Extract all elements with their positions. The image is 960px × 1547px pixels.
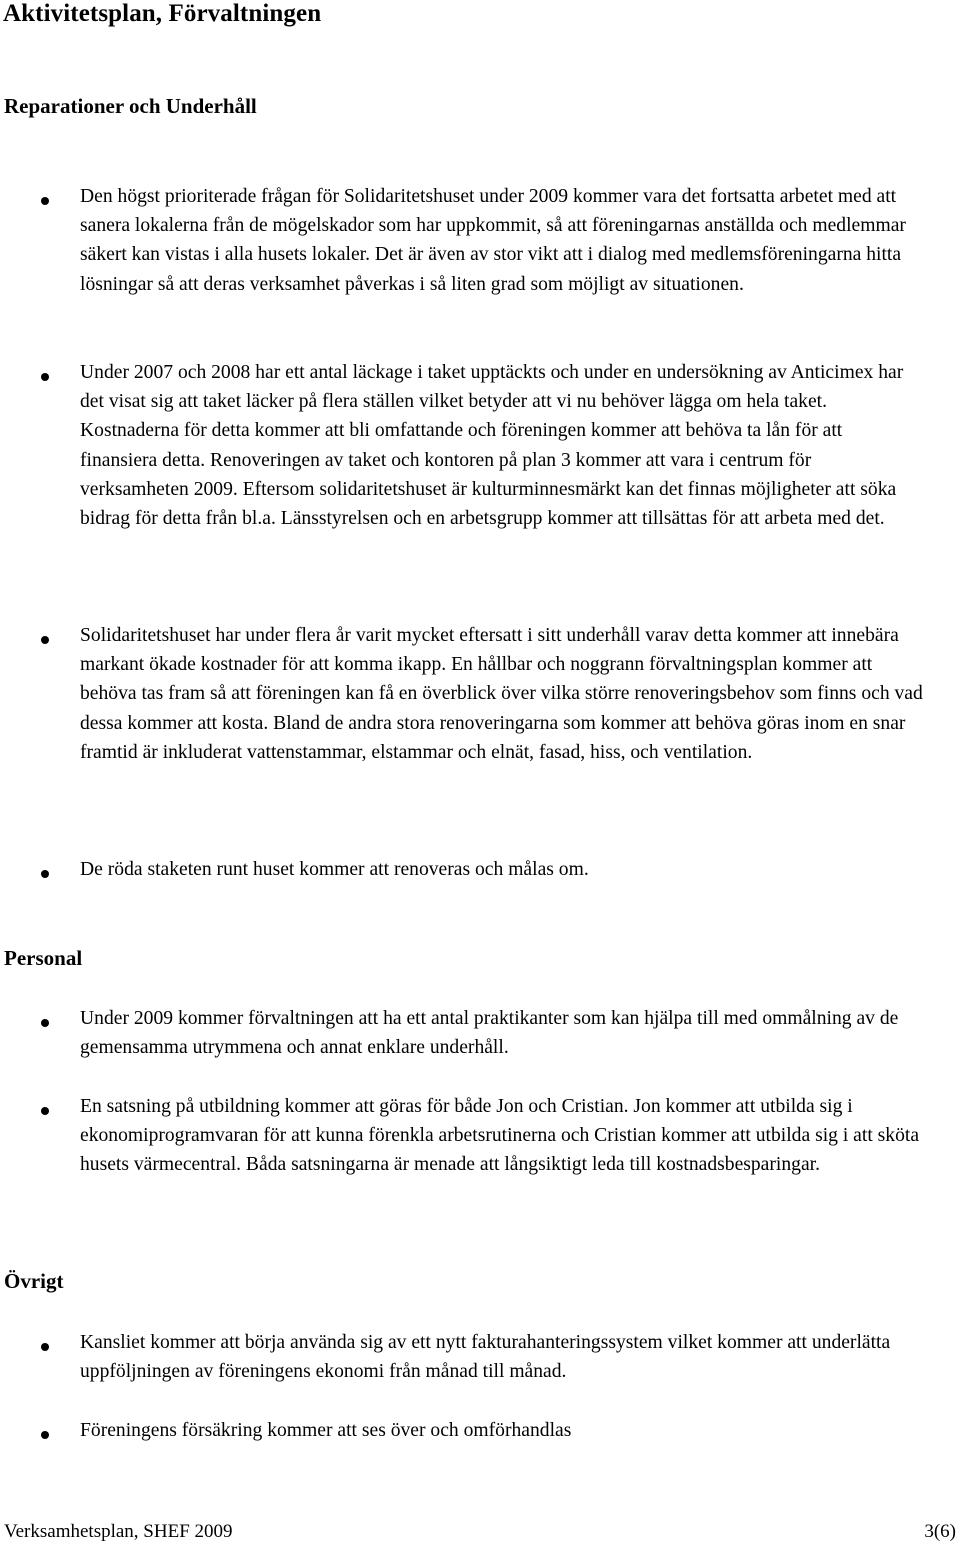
bullet-icon <box>41 197 49 205</box>
bullet-icon <box>41 1431 49 1439</box>
list-item-text: Den högst prioriterade frågan för Solidaritetshuset under 2009 kommer vara det fortsatta arbetet med att sanera lokalerna från de mögelskador som har uppkommit, så att föreningarnas anställda och medlemmar säkert kan vistas i alla husets lokaler. Det är även av stor vikt att i dialog med medlemsföreningarna hitta lösningar så att deras verksamhet påverkas i så liten grad som möjligt av situationen. <box>80 186 906 295</box>
page-number: 3(6) <box>924 1521 956 1542</box>
list-item-text: Under 2007 och 2008 har ett antal läckage i taket upptäckts och under en undersökning av Anticimex har det visat sig att taket läcker på flera ställen vilket betyder att vi nu behöver lägga om hela taket. Kostnaderna för detta kommer att bli omfattande och föreningen kommer att behöva ta lån för att finansiera detta. Renoveringen av taket och kontoren på plan 3 kommer att vara i centrum för verksamheten 2009. Eftersom solidaritetshuset är kulturminnesmärkt kan det finnas möjligheter att söka bidrag för detta från bl.a. Länsstyrelsen och en arbetsgrupp kommer att tillsättas för att arbeta med det. <box>80 362 904 530</box>
document-title: Aktivitetsplan, Förvaltningen <box>3 0 322 27</box>
footer-left: Verksamhetsplan, SHEF 2009 <box>4 1521 233 1542</box>
bullet-icon <box>41 1019 49 1027</box>
section-heading-personal: Personal <box>4 946 83 970</box>
bullet-icon <box>41 1107 49 1115</box>
list-item-text: De röda staketen runt huset kommer att renoveras och målas om. <box>80 859 589 880</box>
bullet-icon <box>41 373 49 381</box>
list-item-text: Under 2009 kommer förvaltningen att ha ett antal praktikanter som kan hjälpa till med ommålning av de gemensamma utrymmena och annat enklare underhåll. <box>80 1008 899 1059</box>
list-item-text: Kansliet kommer att börja använda sig av ett nytt fakturahanteringssystem vilket kommer att underlätta uppföljningen av föreningens ekonomi från månad till månad. <box>80 1332 891 1383</box>
bullet-icon <box>41 1343 49 1351</box>
bullet-icon <box>41 636 49 644</box>
list-item-text: En satsning på utbildning kommer att göras för både Jon och Cristian. Jon kommer att utbilda sig i ekonomiprogramvaran för att kunna förenkla arbetsrutinerna och Cristian kommer att utbilda sig i att sköta husets värmecentral. Båda satsningarna är menade att långsiktigt leda till kostnadsbesparingar. <box>80 1096 920 1176</box>
bullet-icon <box>41 870 49 878</box>
section-heading-ovrigt: Övrigt <box>4 1269 64 1293</box>
list-item-text: Solidaritetshuset har under flera år varit mycket eftersatt i sitt underhåll varav detta kommer att innebära markant ökade kostnader för att komma ikapp. En hållbar och noggrann förvaltningsplan kommer att behöva tas fram så att föreningen kan få en överblick över vilka större renoveringsbehov som finns och vad dessa kommer att kosta. Bland de andra stora renoveringarna som kommer att behöva göras inom en snar framtid är inkluderat vattenstammar, elstammar och elnät, fasad, hiss, och ventilation. <box>80 625 923 763</box>
section-heading-reparationer: Reparationer och Underhåll <box>4 94 257 118</box>
list-item-text: Föreningens försäkring kommer att ses över och omförhandlas <box>80 1420 572 1441</box>
